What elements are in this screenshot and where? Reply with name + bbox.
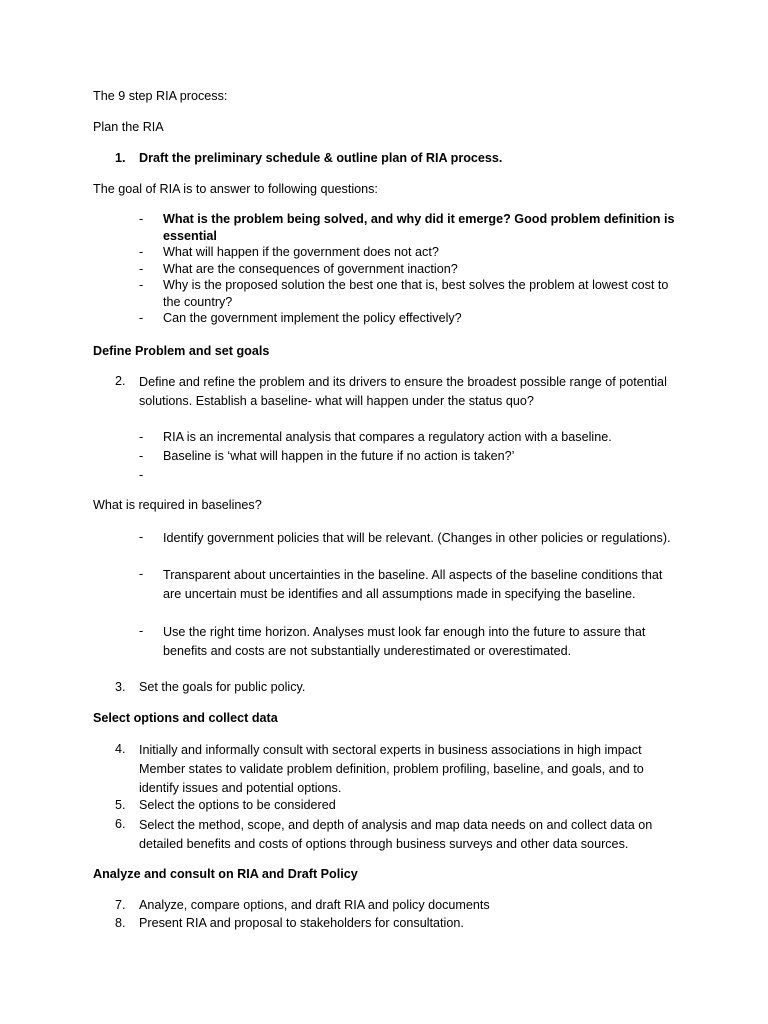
bullet-dash: -: [139, 530, 144, 544]
bullet-dash: -: [139, 449, 144, 463]
section-select-heading: Select options and collect data: [93, 711, 278, 725]
bullet-dash: -: [139, 430, 144, 444]
step-5-text: Select the options to be considered: [139, 798, 336, 812]
goal-question-4: Why is the proposed solution the best one that is, best solves the problem at lowest cost to the country?: [163, 278, 669, 309]
step-6-number: 6.: [115, 817, 126, 831]
goal-question-3: What are the consequences of government inaction?: [163, 262, 458, 276]
bullet-dash: -: [139, 624, 144, 638]
step-8-text: Present RIA and proposal to stakeholders for consultation.: [139, 916, 464, 930]
bullet-dash: -: [139, 567, 144, 581]
goal-question-5: Can the government implement the policy effectively?: [163, 311, 462, 325]
bullet-dash: -: [139, 311, 144, 325]
section-analyze-heading: Analyze and consult on RIA and Draft Policy: [93, 867, 358, 881]
step-8-number: 8.: [115, 916, 126, 930]
step-1-number: 1.: [115, 151, 126, 165]
step-4-number: 4.: [115, 742, 126, 756]
document-title: The 9 step RIA process:: [93, 89, 228, 103]
step-4-text: Initially and informally consult with sectoral experts in business associations in high impact Member states to validate problem definition, problem profiling, baseline, and goals, and to identify issues and potential options.: [139, 743, 644, 795]
step-1-text: Draft the preliminary schedule & outline plan of RIA process.: [139, 151, 503, 165]
step-6-text: Select the method, scope, and depth of analysis and map data needs on and collect data on detailed benefits and costs of options through business surveys and other data sources.: [139, 818, 653, 851]
step-3-text: Set the goals for public policy.: [139, 680, 306, 694]
baseline-bullet-1: RIA is an incremental analysis that compares a regulatory action with a baseline.: [163, 430, 612, 444]
step-7-text: Analyze, compare options, and draft RIA and policy documents: [139, 898, 490, 912]
goal-question-2: What will happen if the government does not act?: [163, 245, 439, 259]
section-plan-heading: Plan the RIA: [93, 120, 164, 134]
required-bullet-3: Use the right time horizon. Analyses must look far enough into the future to assure that benefits and costs are not substantially underestimated or overestimated.: [163, 625, 646, 658]
goal-question-1: What is the problem being solved, and why did it emerge? Good problem definition is essential: [163, 212, 675, 243]
required-bullet-2: Transparent about uncertainties in the baseline. All aspects of the baseline conditions that are uncertain must be identifies and all assumptions made in specifying the baseline.: [163, 568, 663, 601]
step-2-number: 2.: [115, 374, 126, 388]
goal-intro: The goal of RIA is to answer to following questions:: [93, 182, 378, 196]
bullet-dash: -: [139, 468, 144, 482]
section-define-heading: Define Problem and set goals: [93, 344, 270, 358]
step-2-text: Define and refine the problem and its drivers to ensure the broadest possible range of potential solutions. Establish a baseline- what will happen under the status quo?: [139, 375, 667, 408]
required-bullet-1: Identify government policies that will be relevant. (Changes in other policies or regulations).: [163, 531, 671, 545]
bullet-dash: -: [139, 245, 144, 259]
baseline-bullet-2: Baseline is ‘what will happen in the future if no action is taken?’: [163, 449, 515, 463]
step-7-number: 7.: [115, 898, 126, 912]
bullet-dash: -: [139, 262, 144, 276]
step-3-number: 3.: [115, 680, 126, 694]
section-required-heading: What is required in baselines?: [93, 498, 262, 512]
step-5-number: 5.: [115, 798, 126, 812]
bullet-dash: -: [139, 212, 144, 226]
bullet-dash: -: [139, 278, 144, 292]
